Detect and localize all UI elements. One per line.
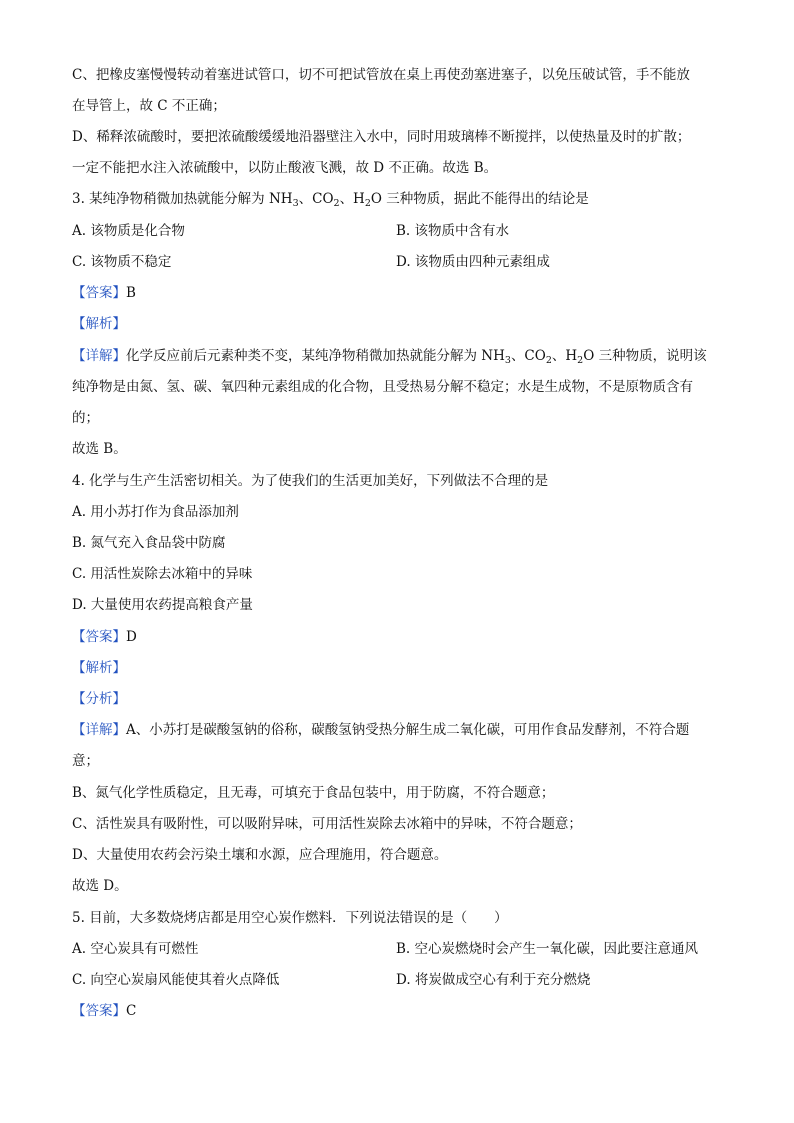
question-3-option-b: B. 该物质中含有水 — [396, 223, 510, 239]
question-3-option-c: C. 该物质不稳定 — [72, 254, 172, 270]
paragraph-option-d-conclusion: 一定不能把水注入浓硫酸中，以防止酸液飞溅，故 D 不正确。故选 B。 — [72, 160, 498, 176]
question-4-detail-line-2: 意； — [72, 753, 99, 769]
paragraph-option-c-explanation: C、把橡皮塞慢慢转动着塞进试管口，切不可把试管放在桌上再使劲塞进塞子，以免压破试管，手不能放 — [72, 67, 690, 83]
question-4-detail-line-4: C、活性炭具有吸附性，可以吸附异味，可用活性炭除去冰箱中的异味，不符合题意； — [72, 816, 582, 832]
question-3-answer: 【答案】B — [72, 285, 136, 301]
question-5-option-b: B. 空心炭燃烧时会产生一氧化碳，因此要注意通风 — [396, 941, 699, 957]
question-4-answer: 【答案】D — [72, 629, 137, 645]
question-4-detail-line-5: D、大量使用农药会污染土壤和水源，应合理施用，符合题意。 — [72, 847, 448, 863]
question-3-conclusion: 故选 B。 — [72, 441, 127, 457]
question-3-option-a: A. 该物质是化合物 — [72, 223, 185, 239]
question-4-option-a: A. 用小苏打作为食品添加剂 — [72, 504, 239, 520]
question-4-detail-line-3: B、氮气化学性质稳定，且无毒，可填充于食品包装中，用于防腐，不符合题意； — [72, 785, 555, 801]
question-5-stem: 5. 目前，大多数烧烤店都是用空心炭作燃料．下列说法错误的是（ ） — [72, 910, 508, 926]
question-4-detail-line-1: 【详解】A、小苏打是碳酸氢钠的俗称，碳酸氢钠受热分解生成二氧化碳，可用作食品发酵剂，不符合题 — [72, 722, 690, 738]
question-5-option-a: A. 空心炭具有可燃性 — [72, 941, 199, 957]
paragraph-option-c-conclusion: 在导管上，故 C 不正确； — [72, 98, 226, 114]
question-5-answer: 【答案】C — [72, 1003, 137, 1019]
question-4-option-d: D. 大量使用农药提高粮食产量 — [72, 597, 253, 613]
question-5-option-d: D. 将炭做成空心有利于充分燃烧 — [396, 972, 591, 988]
question-3-stem: 3. 某纯净物稍微加热就能分解为 $NH_3$、$CO_2$、$H_2O$ 三种物质，据此不能得出的结论是 — [72, 191, 589, 209]
question-3-option-d: D. 该物质由四种元素组成 — [396, 254, 550, 270]
question-3-analysis-label: 【解析】 — [72, 316, 126, 332]
paragraph-option-d-explanation: D、稀释浓硫酸时，要把浓硫酸缓缓地沿器壁注入水中，同时用玻璃棒不断搅拌，以使热量及时的扩散； — [72, 129, 691, 145]
question-4-fenxi-label: 【分析】 — [72, 691, 126, 707]
question-4-option-b: B. 氮气充入食品袋中防腐 — [72, 535, 226, 551]
question-3-detail-line-1: 【详解】化学反应前后元素种类不变，某纯净物稍微加热就能分解为 $NH_3$、$CO_2$、$H_2O$ 三种物质，说明该 — [72, 348, 707, 366]
question-5-option-c: C. 向空心炭扇风能使其着火点降低 — [72, 972, 280, 988]
question-4-stem: 4. 化学与生产生活密切相关。为了使我们的生活更加美好，下列做法不合理的是 — [72, 473, 549, 489]
question-3-detail-line-3: 的； — [72, 410, 99, 426]
question-4-option-c: C. 用活性炭除去冰箱中的异味 — [72, 566, 253, 582]
question-4-conclusion: 故选 D。 — [72, 878, 128, 894]
question-4-analysis-label: 【解析】 — [72, 660, 126, 676]
question-3-detail-line-2: 纯净物是由氮、氢、碳、氧四种元素组成的化合物，且受热易分解不稳定；水是生成物，不是原物质含有 — [72, 379, 693, 395]
